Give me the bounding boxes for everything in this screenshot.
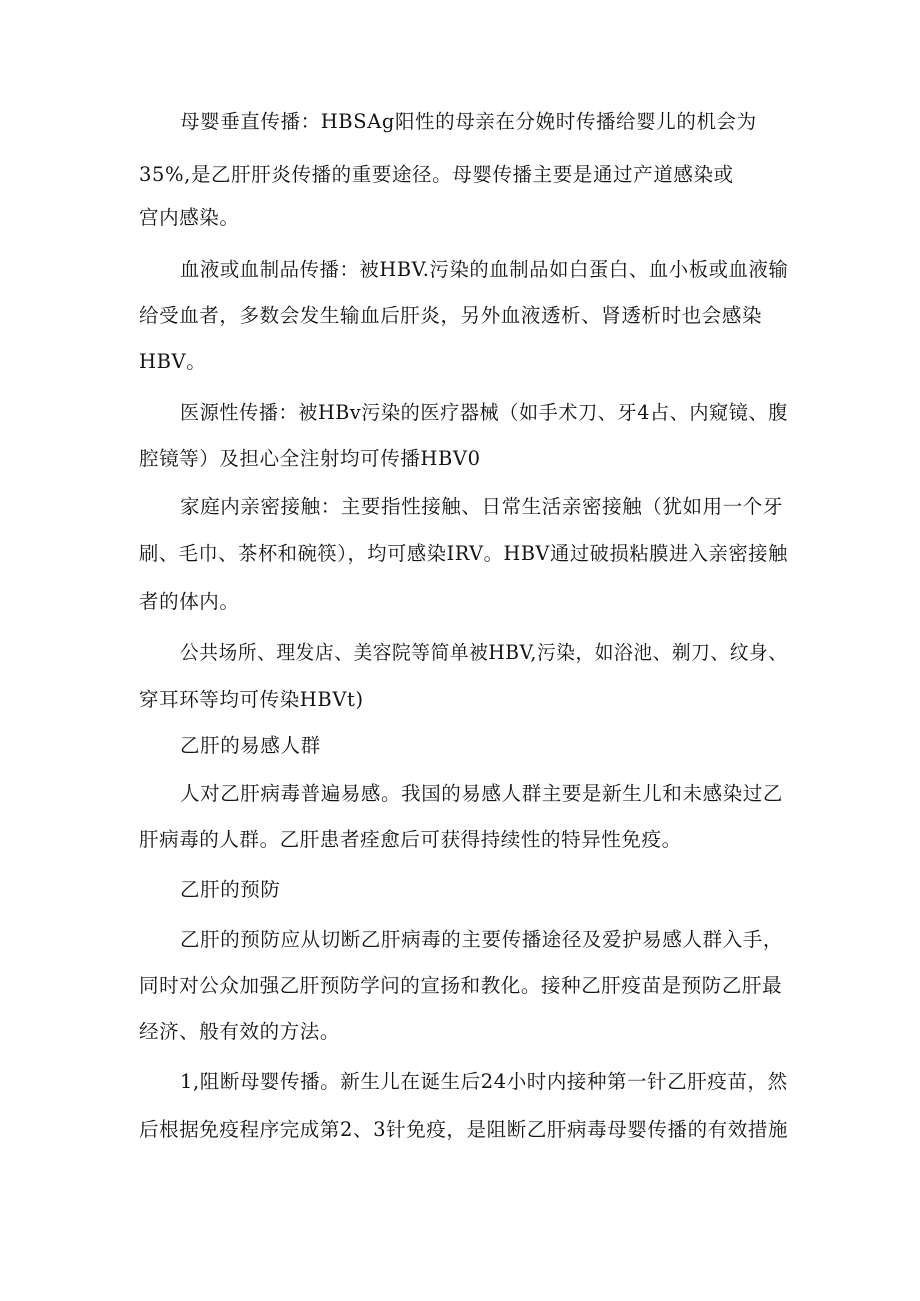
- text-line: 者的体内。: [139, 590, 240, 613]
- text-line: 刷、毛巾、茶杯和碗筷），均可感染IRV。HBV通过破损粘膜进入亲密接触: [139, 542, 788, 565]
- text-line: 经济、般有效的方法。: [139, 1020, 341, 1043]
- text-line: 肝病毒的人群。乙肝患者痊愈后可获得持续性的特异性免疫。: [139, 828, 682, 851]
- text-line: 1,阻断母婴传播。新生儿在诞生后24小时内接种第一针乙肝疫苗，然: [180, 1070, 788, 1093]
- text-line: 医源性传播：被HBv污染的医疗器械（如手术刀、牙4占、内窥镜、腹: [180, 401, 788, 424]
- text-line: 血液或血制品传播：被HBV.污染的血制品如白蛋白、血小板或血液输: [180, 258, 789, 281]
- text-line: 人对乙肝病毒普遍易感。我国的易感人群主要是新生儿和未感染过乙: [180, 782, 784, 805]
- text-line: 乙肝的预防应从切断乙肝病毒的主要传播途径及爱护易感人群入手，: [180, 928, 784, 951]
- text-line: 给受血者，多数会发生输血后肝炎，另外血液透析、肾透析时也会感染: [139, 304, 763, 327]
- text-line: 后根据免疫程序完成第2、3针免疫，是阻断乙肝病毒母婴传播的有效措施: [139, 1118, 789, 1141]
- text-line: 腔镜等）及担心全注射均可传播HBV0: [139, 447, 481, 470]
- text-line: 家庭内亲密接触：主要指性接触、日常生活亲密接触（犹如用一个牙: [180, 495, 784, 518]
- text-line: 同时对公众加强乙肝预防学问的宣扬和教化。接种乙肝疫苗是预防乙肝最: [139, 974, 783, 997]
- text-line: 35%,是乙肝肝炎传播的重要途径。母婴传播主要是通过产道感染或: [139, 163, 734, 186]
- section-heading: 乙肝的预防: [180, 878, 281, 901]
- text-line: 公共场所、理发店、美容院等简单被HBV,污染，如浴池、剃刀、纹身、: [180, 641, 788, 664]
- section-heading: 乙肝的易感人群: [180, 734, 321, 757]
- text-line: 穿耳环等均可传染HBVt): [139, 688, 364, 711]
- text-line: 宫内感染。: [139, 206, 240, 229]
- text-line: HBV。: [139, 350, 207, 373]
- text-line: 母婴垂直传播：HBSAg阳性的母亲在分娩时传播给婴儿的机会为: [180, 110, 757, 133]
